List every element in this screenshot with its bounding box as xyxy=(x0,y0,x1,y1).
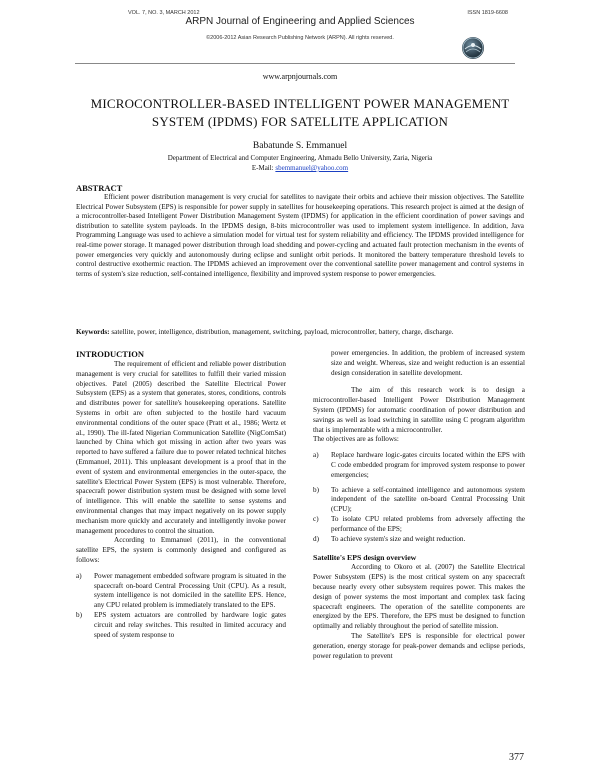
list-item xyxy=(313,486,525,515)
list-marker: c) xyxy=(313,514,319,523)
list-text: To achieve system's size and weight reduction. xyxy=(331,534,466,543)
email-link[interactable]: sbemmanuel@yahoo.com xyxy=(275,164,349,172)
email-label: E-Mail: xyxy=(251,164,274,172)
list-text: EPS system actuators are controlled by hardware logic gates circuit and relay switches. This resulted in limited accuracy and speed of system response to xyxy=(94,610,286,639)
header-divider xyxy=(75,63,515,64)
abstract-heading: ABSTRACT xyxy=(76,183,123,193)
keywords-text: satellite, power, intelligence, distribution, management, switching, payload, microcontroller, battery, charge, discharge. xyxy=(111,328,454,336)
volume-info: VOL. 7, NO. 3, MARCH 2012 xyxy=(128,10,200,16)
list-marker: a) xyxy=(313,451,319,460)
list-text: Replace hardware logic-gates circuits located within the EPS with C code embedded program for improved system response to power emergencies; xyxy=(331,451,525,479)
eps-paragraph-2: The Satellite's EPS is responsible for electrical power generation, energy storage for peak-power demands and eclipse periods, power regulation to prevent xyxy=(313,631,525,660)
journal-url[interactable]: www.arpnjournals.com xyxy=(262,72,338,81)
right-column xyxy=(313,349,525,661)
conventional-eps-list xyxy=(76,572,286,641)
left-column xyxy=(76,349,286,640)
list-text: To isolate CPU related problems from adversely affecting the performance of the EPS; xyxy=(331,514,525,533)
intro-paragraph-1: The requirement of efficient and reliable power distribution management is very crucial for satellites to fulfill their varied mission objectives. Patel (2005) described the Satellite Electrical Power Subsystem (EPS) as a system that generates, stores, conditions, controls and distributes power for satellite's housekeeping operations. Satellite Systems in orbit are often subjected to the hostile hard vacuum environmental conditions of the outer space (Pratt et al., 1986; Wertz et al., 1990). The ill-fated Nigerian Communication Satellite (NigComSat) launched by China which got missing in action after two years was reported to have suffered a failure due to power related technical hitches (Emmanuel, 2011). This unpleasant development is a proof that in the event of system and environmental emergencies in the outer-space, the satellite's Electrical Power System (EPS) is most vulnerable. Therefore, spacecraft power distribution system must be designed with some level of intelligence. This will enable the satellite to sense systems and environmental changes that may impact negatively on its power supply mechanism more quickly and accurately and intelligently invoke power management procedures to control the situation. xyxy=(76,360,286,535)
title-line-2: SYSTEM (IPDMS) FOR SATELLITE APPLICATION xyxy=(151,114,449,129)
list-marker: b) xyxy=(313,485,319,494)
list-item xyxy=(313,451,525,480)
arpn-logo-icon xyxy=(462,37,484,59)
copyright-notice: ©2006-2012 Asian Research Publishing Network (ARPN). All rights reserved. xyxy=(206,35,394,41)
objectives-intro: The objectives are as follows: xyxy=(313,435,399,444)
paper-title xyxy=(60,95,540,131)
issn: ISSN 1819-6608 xyxy=(467,10,508,16)
list-text: Power management embedded software program is situated in the spacecraft on-board Central Processing Unit (CPU). As a result, system intelligence is not domiciled in the satellite EPS. Hence, any CPU related problem is immediately translated to the EPS. xyxy=(94,571,286,610)
aim-paragraph: The aim of this research work is to design a microcontroller-based Intelligent Power Distribution Management System (IPDMS) for automatic coordination of power distribution and savings as well as load switching in satellite using C program algorithm that is implementable with a microcontroller. xyxy=(313,386,525,434)
list-marker: d) xyxy=(313,534,319,543)
list-item xyxy=(313,515,525,535)
journal-name: ARPN Journal of Engineering and Applied Sciences xyxy=(185,16,415,27)
list-item-continuation xyxy=(313,349,525,378)
title-line-1: MICROCONTROLLER-BASED INTELLIGENT POWER MANAGEMENT xyxy=(90,96,510,111)
list-text: power emergencies. In addition, the problem of increased system size and weight. Whereas, size and weight reduction is an essential design consideration in satellite development. xyxy=(331,349,525,377)
objectives-list xyxy=(313,451,525,544)
subsection-heading-eps-overview: Satellite's EPS design overview xyxy=(313,553,417,563)
keywords-label: Keywords: xyxy=(76,328,110,336)
list-item xyxy=(76,611,286,640)
intro-paragraph-2: According to Emmanuel (2011), in the conventional satellite EPS, the system is commonly designed and configured as follows: xyxy=(76,536,286,564)
author-email-line xyxy=(0,164,600,172)
eps-paragraph-1: According to Okoro et al. (2007) the Satellite Electrical Power Subsystem (EPS) is the most critical system on any spacecraft because nearly every other subsystem requires power. This makes the design of power systems the most important and complex task facing spacecraft engineers. The operation of the satellite components are energized by the EPS. Therefore, the EPS must be designed to function optimally and reliably throughout the period of satellite mission. xyxy=(313,563,525,631)
keywords xyxy=(76,328,524,338)
page-number: 377 xyxy=(509,752,524,763)
list-marker: b) xyxy=(76,610,82,619)
list-marker: a) xyxy=(76,571,82,580)
author-name: Babatunde S. Emmanuel xyxy=(252,141,348,151)
list-text: To achieve a self-contained intelligence and autonomous system independent of the satellite on-board Central Processing Unit (CPU); xyxy=(331,485,525,514)
section-heading-introduction: INTRODUCTION xyxy=(76,349,145,359)
abstract-text: Efficient power distribution management is very crucial for satellites to navigate their orbits and achieve their mission objectives. The Satellite Electrical Power Subsystem (EPS) is responsible for power supply in satellites for housekeeping operations. This research project is aimed at the design of a microcontroller-based Intelligent Power Distribution Management System (IPDMS) for application in the efficient coordination of power savings and distribution to satellite system payloads. In the IPDMS design, 8-bits microcontroller was used to implement system intelligence. In addition, Java Programming Language was used to achieve a simulation model for virtual test for system reliability and efficiency. The IPDMS provided intelligence for real-time power storage. It managed power distribution through load shedding and power-cycling and actuated fault protection mechanism in the events of power emergencies very quickly and autonomously during eclipse and sunlight orbit periods. It monitored the battery temperature threshold levels to control destructive exothermic reaction. The IPDMS achieved an improvement over the conventional satellite power management and control systems in terms of system's size reduction, self-contained intelligence, flexibility and improved system response to power emergencies. xyxy=(76,193,524,278)
list-item xyxy=(313,535,525,545)
author-affiliation: Department of Electrical and Computer Engineering, Ahmadu Bello University, Zaria, Nigeria xyxy=(167,154,433,162)
list-item xyxy=(76,572,286,611)
